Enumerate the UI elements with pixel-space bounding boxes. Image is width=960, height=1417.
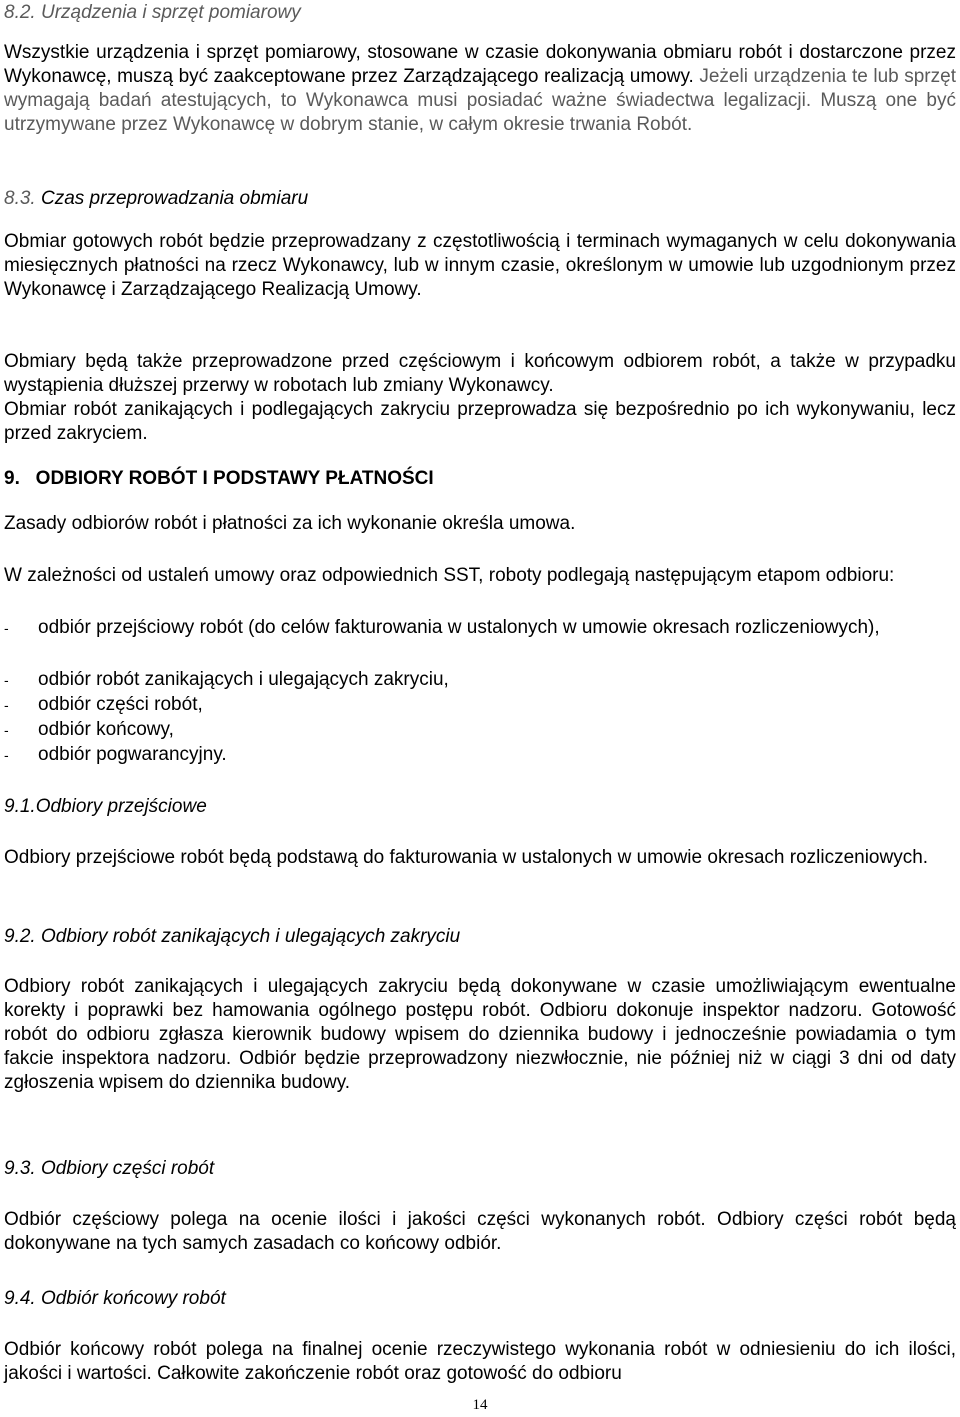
section-8-3-heading-prefix: 8.3.: [4, 188, 36, 209]
list-item: [4, 668, 956, 692]
section-8-2-heading: 8.2. Urządzenia i sprzęt pomiarowy: [4, 2, 301, 23]
section-9-lead: W zależności od ustaleń umowy oraz odpowiednich SST, roboty podlegają następującym etapom odbioru:: [4, 565, 895, 586]
section-8-2-paragraph: [4, 41, 956, 137]
section-9-3-heading: 9.3. Odbiory części robót: [4, 1158, 215, 1179]
list-item: [4, 718, 956, 742]
page-number: 14: [472, 1397, 488, 1413]
section-9-1-heading: 9.1.Odbiory przejściowe: [4, 796, 207, 817]
list-dash: -: [4, 722, 9, 738]
list-item-text: odbiór robót zanikających i ulegających zakryciu,: [38, 669, 449, 690]
section-8-2-text-gray: Jeżeli urządzenia te lub sprzęt wymagają badań atestujących, to Wykonawca musi posiadać ważne świadectwa legalizacji. Muszą one być utrzymywane przez Wykonawcę w dobrym stanie, w całym okresie trwania Robót.: [4, 66, 956, 135]
section-8-3-heading-rest: Czas przeprowadzania obmiaru: [35, 188, 309, 209]
section-8-2-text-normal: Wszystkie urządzenia i sprzęt pomiarowy, stosowane w czasie dokonywania obmiaru robót i dostarczone przez Wykonawcę, muszą być zaakceptowane przez Zarządzającego realizacją umowy.: [4, 42, 956, 87]
section-8-3-paragraph-3: Obmiar robót zanikających i podlegających zakryciu przeprowadza się bezpośrednio po ich wykonywaniu, lecz przed zakryciem.: [4, 399, 956, 444]
section-9-1-paragraph: Odbiory przejściowe robót będą podstawą do fakturowania w ustalonych w umowie okresach rozliczeniowych.: [4, 847, 929, 868]
list-item-text: odbiór końcowy,: [38, 719, 174, 740]
list-dash: -: [4, 697, 9, 713]
list-item: [4, 616, 956, 640]
section-9-intro: Zasady odbiorów robót i płatności za ich wykonanie określa umowa.: [4, 513, 576, 534]
list-dash: -: [4, 672, 9, 688]
section-9-4-heading: 9.4. Odbiór końcowy robót: [4, 1288, 226, 1309]
list-item-text: odbiór części robót,: [38, 694, 203, 715]
list-item: [4, 743, 956, 767]
list-item-text: odbiór pogwarancyjny.: [38, 744, 227, 765]
section-8-3-paragraph-1: Obmiar gotowych robót będzie przeprowadzany z częstotliwością i terminach wymaganych w celu dokonywania miesięcznych płatności na rzecz Wykonawcy, lub w innym czasie, określonym w umowie lub uzgodnionym przez Wykonawcę i Zarządzającego Realizacją Umowy.: [4, 231, 956, 300]
section-9-2-heading: 9.2. Odbiory robót zanikających i ulegających zakryciu: [4, 926, 461, 947]
section-8-3-paragraph-2: Obmiary będą także przeprowadzone przed częściowym i końcowym odbiorem robót, a także w przypadku wystąpienia dłuższej przerwy w robotach lub zmiany Wykonawcy.: [4, 351, 956, 396]
list-item-text: odbiór przejściowy robót (do celów fakturowania w ustalonych w umowie okresach rozliczeniowych),: [38, 617, 880, 638]
list-item: [4, 693, 956, 717]
section-9-2-paragraph: Odbiory robót zanikających i ulegających zakryciu będą dokonywane w czasie umożliwiającym ewentualne korekty i poprawki bez hamowania ogólnego postępu robót. Odbioru dokonuje inspektor nadzoru. Gotowość robót do odbioru zgłasza kierownik budowy wpisem do dziennika budowy i jednocześnie powiadamia o tym fakcie inspektora nadzoru. Odbiór będzie przeprowadzony niezwłocznie, nie później niż w ciągi 3 dni od daty zgłoszenia wpisem do dziennika budowy.: [4, 976, 956, 1093]
list-dash: -: [4, 620, 9, 636]
list-dash: -: [4, 747, 9, 763]
section-8-3-heading: [4, 187, 956, 211]
section-9-4-paragraph: Odbiór końcowy robót polega na finalnej ocenie rzeczywistego wykonania robót w odniesieniu do ich ilości, jakości i wartości. Całkowite zakończenie robót oraz gotowość do odbioru: [4, 1339, 956, 1384]
section-9-heading: 9. ODBIORY ROBÓT I PODSTAWY PŁATNOŚCI: [4, 468, 434, 489]
section-9-3-paragraph: Odbiór częściowy polega na ocenie ilości i jakości części wykonanych robót. Odbiory części robót będą dokonywane na tych samych zasadach co końcowy odbiór.: [4, 1209, 956, 1254]
